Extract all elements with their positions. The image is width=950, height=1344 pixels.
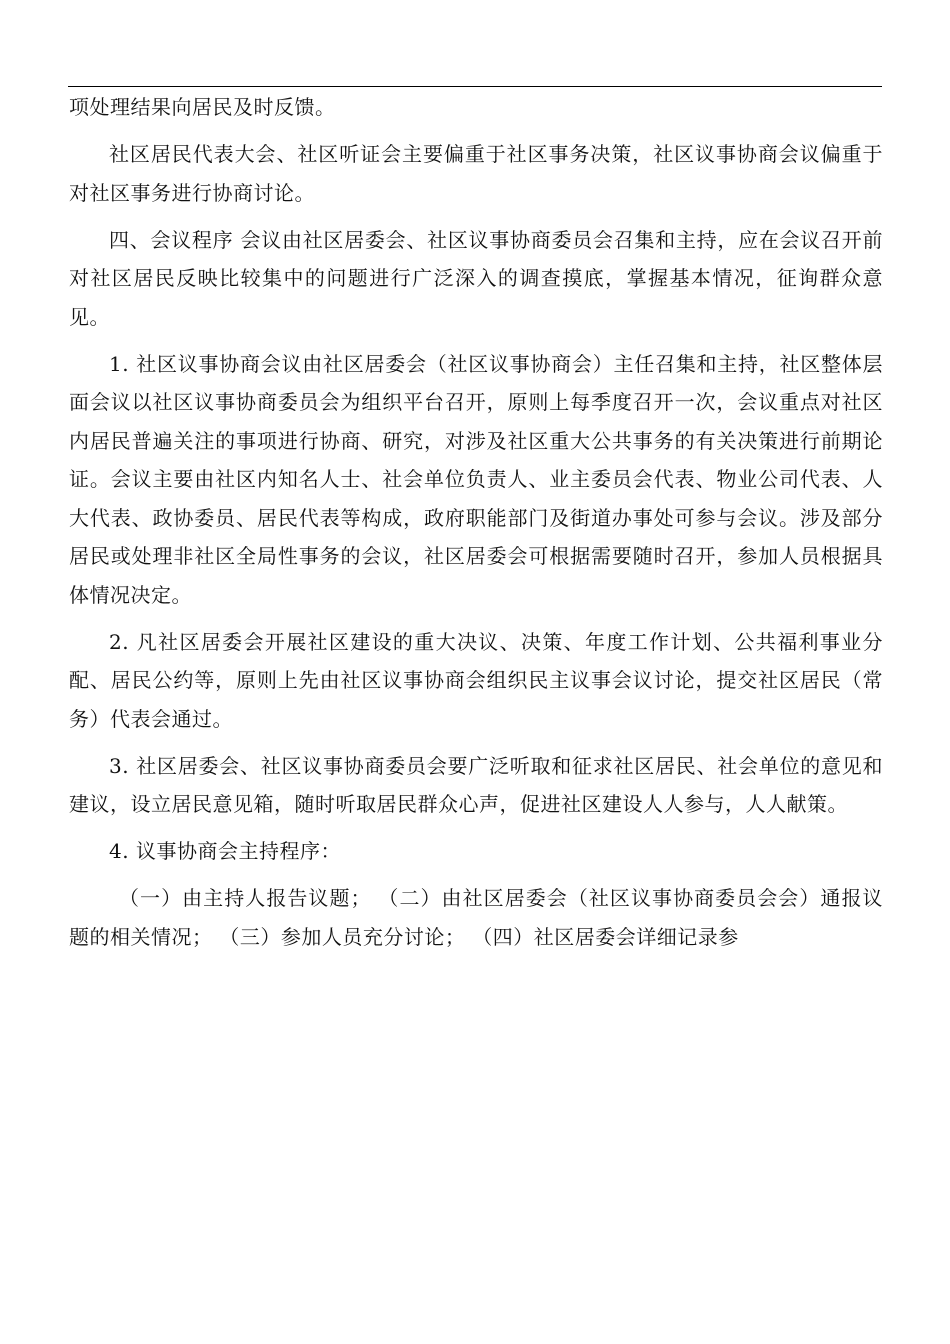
paragraph-item-1: 1. 社区议事协商会议由社区居委会（社区议事协商会）主任召集和主持，社区整体层面会议以社区议事协商委员会为组织平台召开，原则上每季度召开一次，会议重点对社区内居民普遍关注的事项进行协商、研究，对涉及社区重大公共事务的有关决策进行前期论证。会议主要由社区内知名人士、社会单位负责人、业主委员会代表、物业公司代表、人大代表、政协委员、居民代表等构成，政府职能部门及街道办事处可参与会议。涉及部分居民或处理非社区全局性事务的会议，社区居委会可根据需要随时召开，参加人员根据具体情况决定。 xyxy=(69,351,883,607)
paragraph-item-3: 3. 社区居委会、社区议事协商委员会要广泛听取和征求社区居民、社会单位的意见和建议，设立居民意见箱，随时听取居民群众心声，促进社区建设人人参与，人人献策。 xyxy=(69,753,883,816)
paragraph-continuation: 项处理结果向居民及时反馈。 xyxy=(69,95,336,119)
paragraph-item-4: 4. 议事协商会主持程序： xyxy=(109,839,341,863)
document-body xyxy=(69,88,883,956)
paragraph-meeting-procedure: 四、会议程序 会议由社区居委会、社区议事协商委员会召集和主持，应在会议召开前对社区居民反映比较集中的问题进行广泛深入的调查摸底，掌握基本情况，征询群众意见。 xyxy=(69,227,883,329)
paragraph-item-2: 2. 凡社区居委会开展社区建设的重大决议、决策、年度工作计划、公共福利事业分配、居民公约等，原则上先由社区议事协商会组织民主议事会议讨论，提交社区居民（常务）代表会通过。 xyxy=(69,629,883,731)
paragraph-host-steps: （一）由主持人报告议题； （二）由社区居委会（社区议事协商委员会会）通报议题的相关情况； （三）参加人员充分讨论； （四）社区居委会详细记录参 xyxy=(69,886,883,949)
paragraph-decision-focus: 社区居民代表大会、社区听证会主要偏重于社区事务决策，社区议事协商会议偏重于对社区事务进行协商讨论。 xyxy=(69,142,883,205)
header-rule xyxy=(68,86,882,87)
